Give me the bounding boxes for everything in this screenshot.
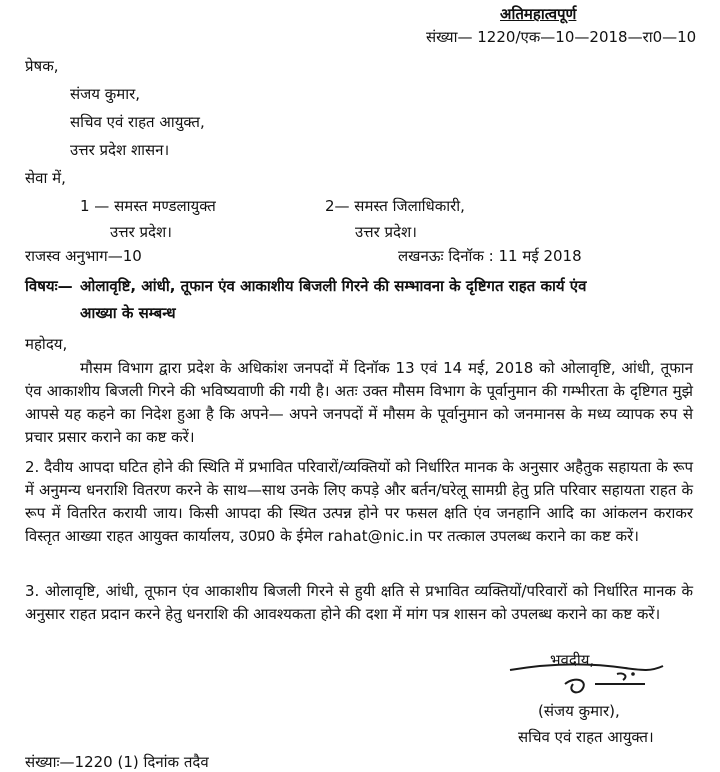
recipient-1: 1 — समस्त मण्डलायुक्त: [80, 197, 216, 215]
sender-office: उत्तर प्रदेश शासन।: [70, 141, 170, 159]
recipients-label: सेवा में,: [25, 169, 66, 187]
signatory-name: (संजय कुमार),: [538, 702, 620, 720]
paragraph-1: मौसम विभाग द्वारा प्रदेश के अधिकांश जनपदों में दिनॉक 13 एवं 14 मई, 2018 को ओलावृष्टि, आंधी, तूफान एंव आकाशीय बिजली गिरने की भविष्यवाणी की गयी है। अतः उक्त मौसम विभाग के पूर्वानुमान की गम्भीरता के दृष्टिगत मुझे आपसे यह कहने का निदेश हुआ है कि अपने— अपने जनपदों में मौसम के पूर्वानुमान को जनमानस के मध्य व्यापक रुप से प्रचार प्रसार कराने का कष्ट करें।: [25, 359, 693, 446]
priority-heading: अतिमहात्वपूर्ण: [500, 5, 577, 23]
subject-label: विषयः—: [25, 277, 73, 295]
paragraph-3: 3. ओलावृष्टि, आंधी, तूफान एंव आकाशीय बिजली गिरने से हुयी क्षति से प्रभावित व्यक्तियों/परिवारों को निर्धारित मानक के अनुसार राहत प्रदान करने हेतु धनराशि की आवश्यकता होने की दशा में मांग पत्र शासन को उपलब्ध कराने का कष्ट करें।: [25, 582, 693, 623]
footer-reference: संख्याः—1220 (1) दिनांक तदैव: [25, 753, 209, 771]
salutation: महोदय,: [25, 335, 68, 353]
subject-line-1: ओलावृष्टि, आंधी, तूफान एंव आकाशीय बिजली गिरने की सम्भावना के दृष्टिगत राहत कार्य एंव: [80, 277, 587, 295]
recipient-2-place: उत्तर प्रदेश।: [355, 223, 417, 241]
sender-label: प्रेषक,: [25, 57, 59, 75]
recipient-2: 2— समस्त जिलाधिकारी,: [325, 197, 465, 215]
subject-line-2: आख्या के सम्बन्ध: [80, 304, 176, 322]
reference-number: संख्या— 1220/एक—10—2018—रा0—10: [426, 28, 697, 46]
letter-date: लखनऊः दिनॉक : 11 मई 2018: [398, 247, 582, 265]
sender-name: संजय कुमार,: [70, 85, 141, 103]
signatory-designation: सचिव एवं राहत आयुक्त।: [518, 728, 654, 746]
paragraph-2: 2. दैवीय आपदा घटित होने की स्थिति में प्रभावित परिवारों/व्यक्तियों को निर्धारित मानक के अनुसार अहैतुक सहायता के रूप में अनुमन्य धनराशि वितरण करने के साथ—साथ उनके लिए कपड़े और बर्तन/घरेलू सामग्री हेतु प्रति परिवार सहायता राहत के रूप में वितरित करायी जाय। किसी आपदा की स्थित उत्पन्न होने पर फसल क्षति एंव जनहानि आदि का आंकलन कराकर विस्तृत आख्या राहत आयुक्त कार्यालय, उ0प्र0 के ईमेल rahat@nic.in पर तत्काल उपलब्ध कराने का कष्ट करें।: [25, 458, 693, 545]
section-name: राजस्व अनुभाग—10: [25, 247, 142, 265]
signature: [505, 662, 670, 702]
sender-designation: सचिव एवं राहत आयुक्त,: [70, 113, 205, 131]
closing-regards: भवदीय,: [550, 651, 595, 669]
recipient-1-place: उत्तर प्रदेश।: [110, 223, 172, 241]
